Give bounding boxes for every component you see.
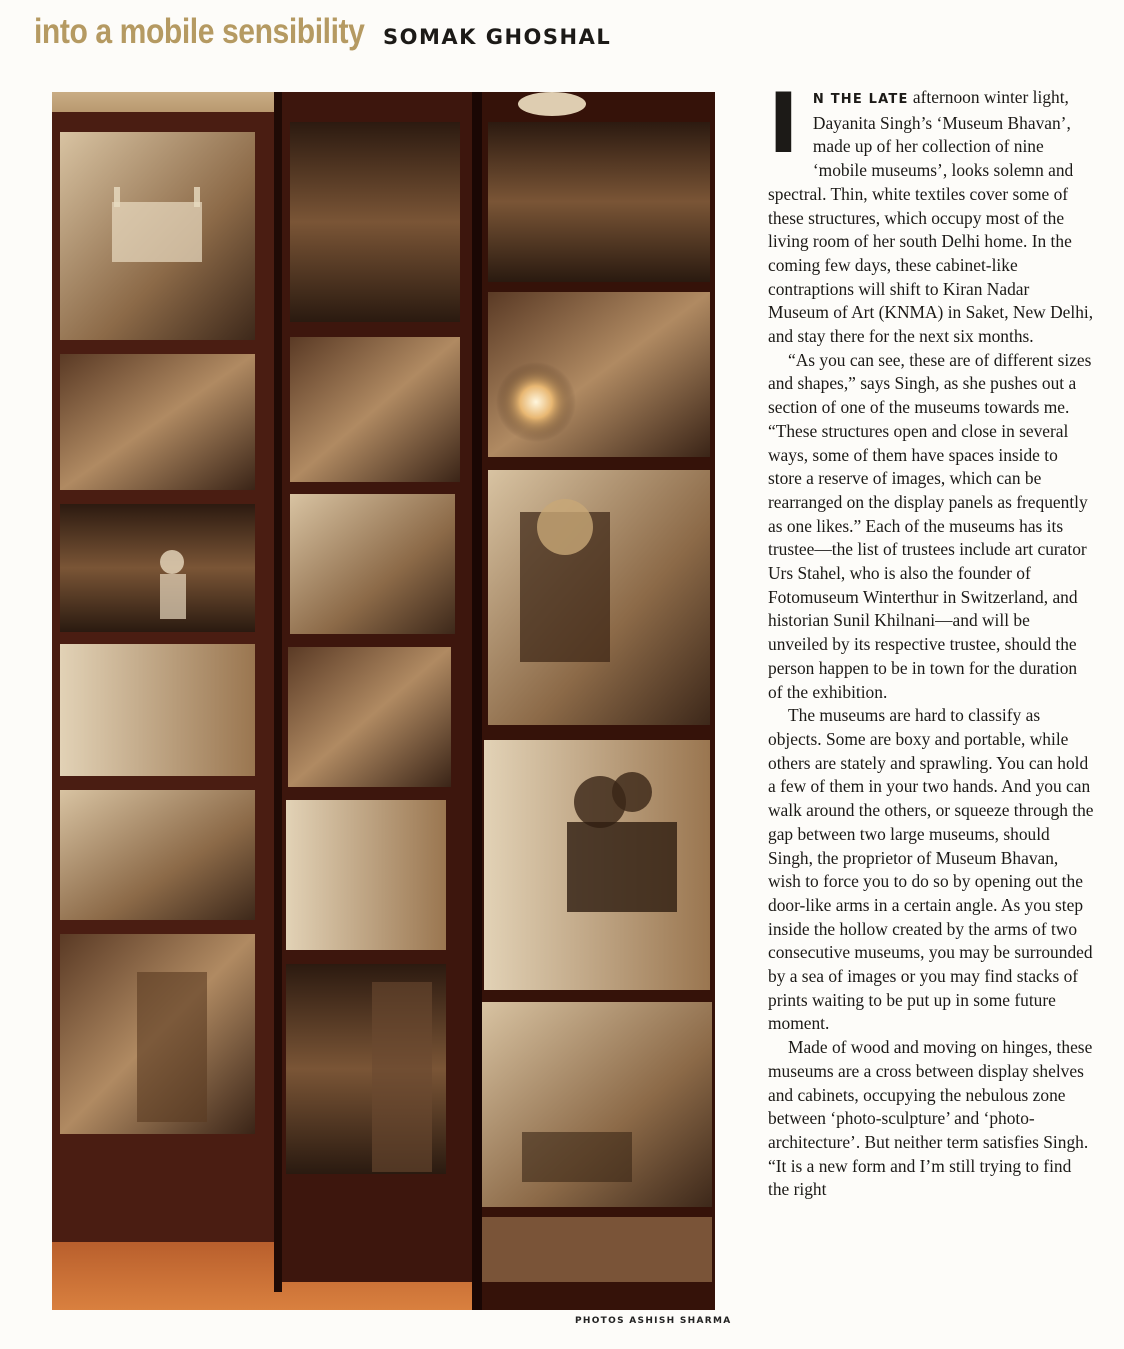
author-byline: SOMAK GHOSHAL <box>383 25 612 49</box>
paragraph-3: The museums are hard to classify as objects. Some are boxy and portable, while others are stately and sprawling. You can hold a few of them in your two hands. And you can walk around the others, or squeeze through the gap between two large museums, should Singh, the proprietor of Museum Bhavan, wish to force you to do so by opening out the door-like arms in a certain angle. As you step inside the hollow created by the arms of two consecutive museums, you may be surrounded by a sea of images or you may find stacks of prints waiting to be put up in some future moment. <box>768 705 1094 1034</box>
headline: into a mobile sensibility <box>34 12 365 51</box>
museum-cabinet-photo <box>52 92 715 1310</box>
drop-cap: I <box>768 75 799 172</box>
paragraph-1-text: afternoon winter light, Dayanita Singh’s ‘Museum Bhavan’, made up of her collection of nine ‘mobile museums’, looks solemn and spectral. Thin, white textiles cover some of these structures, which occupy most of the living room of her south Delhi home. In the coming few days, these cabinet-like contraptions will shift to Kiran Nadar Museum of Art (KNMA) in Saket, New Delhi, and stay there for the next six months. <box>768 87 1094 347</box>
lead-in: N THE LATE <box>812 92 909 107</box>
paragraph-1 <box>768 75 1094 349</box>
article-body <box>768 75 1094 1202</box>
photo-credit: PHOTOS ASHISH SHARMA <box>575 1316 732 1326</box>
cabinet-illustration <box>52 92 715 1310</box>
paragraph-4: Made of wood and moving on hinges, these museums are a cross between display shelves and cabinets, occupying the nebulous zone between ‘photo-sculpture’ and ‘photo-architecture’. But neither term satisfies Singh. “It is a new form and I’m still trying to find the right <box>768 1037 1093 1200</box>
headline-block <box>34 12 418 52</box>
paragraph-2: “As you can see, these are of different sizes and shapes,” says Singh, as she pushes out a section of one of the museums towards me. “These structures open and close in several ways, some of them have spaces inside to store a reserve of images, which can be rearranged on the display panels as frequently as one likes.” Each of the museums has its trustee—the list of trustees include art curator Urs Stahel, who is also the founder of Fotomuseum Winterthur in Switzerland, and historian Sunil Khilnani—and will be unveiled by its respective trustee, should the person happen to be in town for the duration of the exhibition. <box>768 349 1092 702</box>
